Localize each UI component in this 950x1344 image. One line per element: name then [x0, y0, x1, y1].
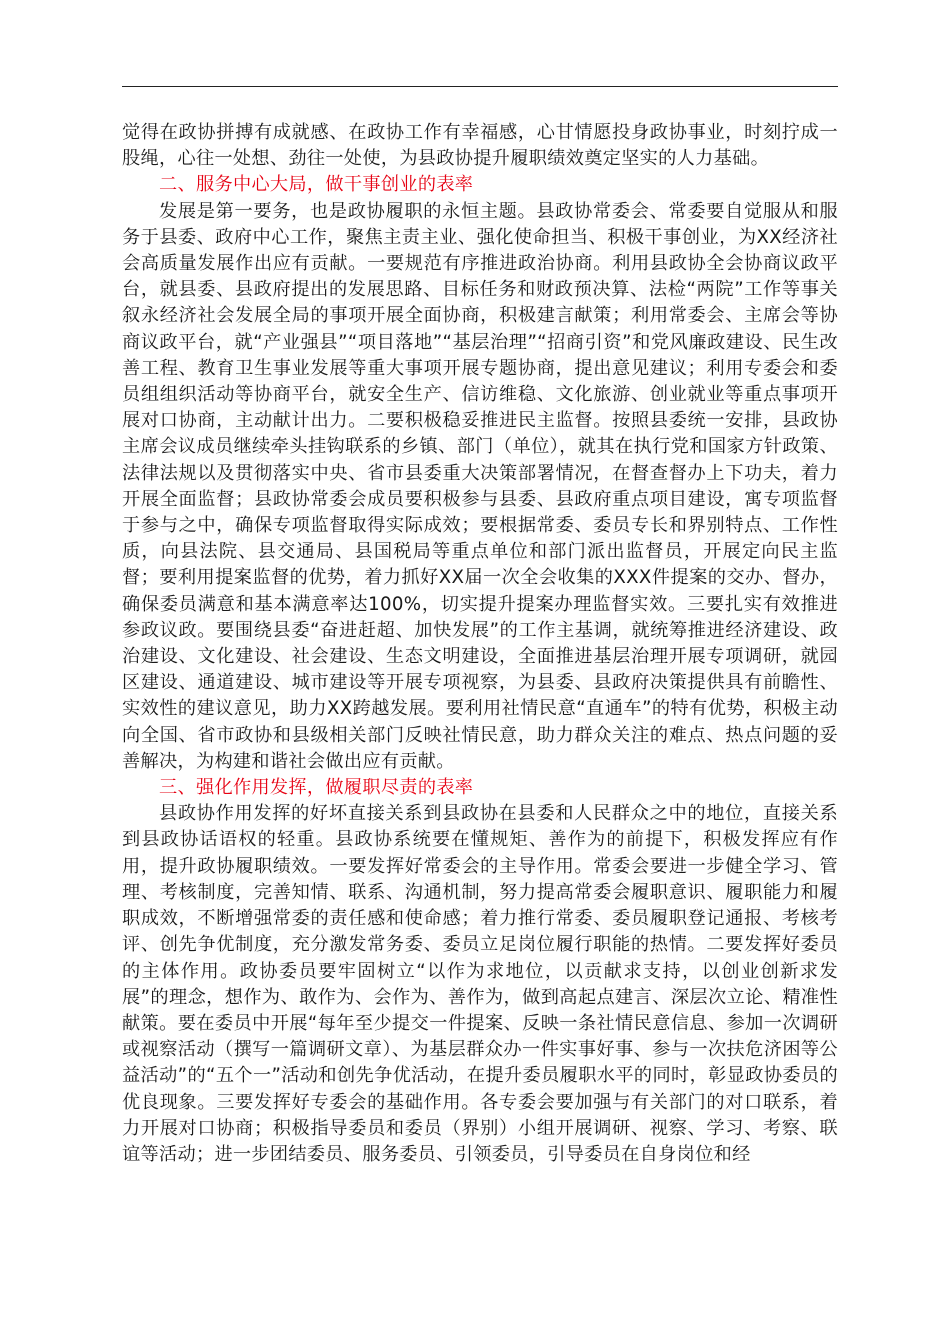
document-body: [122, 120, 838, 1168]
section-heading-2: 二、服务中心大局，做干事创业的表率: [159, 174, 474, 196]
header-rule: [122, 86, 838, 87]
paragraph-continuation: 觉得在政协拼搏有成就感、在政协工作有幸福感，心甘情愿投身政协事业，时刻拧成一股绳，心往一处想、劲往一处使，为县政协提升履职绩效奠定坚实的人力基础。: [122, 122, 838, 170]
paragraph-section-3: 县政协作用发挥的好坏直接关系到县政协在县委和人民群众之中的地位，直接关系到县政协话语权的轻重。县政协系统要在懂规矩、善作为的前提下，积极发挥应有作用，提升政协履职绩效。一要发挥好常委会的主导作用。常委会要进一步健全学习、管理、考核制度，完善知情、联系、沟通机制，努力提高常委会履职意识、履职能力和履职成效，不断增强常委的责任感和使命感；着力推行常委、委员履职登记通报、考核考评、创先争优制度，充分激发常务委、委员立足岗位履行职能的热情。二要发挥好委员的主体作用。政协委员要牢固树立“以作为求地位，以贡献求支持，以创业创新求发展”的理念，想作为、敢作为、会作为、善作为，做到高起点建言、深层次立论、精准性献策。要在委员中开展“每年至少提交一件提案、反映一条社情民意信息、参加一次调研或视察活动（撰写一篇调研文章）、为基层群众办一件实事好事、参与一次扶危济困等公益活动”的“五个一”活动和创先争优活动，在提升委员履职水平的同时，彰显政协委员的优良现象。三要发挥好专委会的基础作用。各专委会要加强与有关部门的对口联系，着力开展对口协商；积极指导委员和委员（界别）小组开展调研、视察、学习、考察、联谊等活动；进一步团结委员、服务委员、引领委员，引导委员在自身岗位和经: [122, 803, 838, 1165]
section-heading-3: 三、强化作用发挥，做履职尽责的表率: [159, 777, 474, 799]
paragraph-section-2: 发展是第一要务，也是政协履职的永恒主题。县政协常委会、常委要自觉服从和服务于县委、政府中心工作，聚焦主责主业、强化使命担当、积极干事创业，为XX经济社会高质量发展作出应有贡献。一要规范有序推进政治协商。利用县政协全会协商议政平台，就县委、县政府提出的发展思路、目标任务和财政预决算、法检“两院”工作等事关叙永经济社会发展全局的事项开展全面协商，积极建言献策；利用常委会、主席会等协商议政平台，就“产业强县”“项目落地”“基层治理”“招商引资”和党风廉政建设、民生改善工程、教育卫生事业发展等重大事项开展专题协商，提出意见建议；利用专委会和委员组组织活动等协商平台，就安全生产、信访维稳、文化旅游、创业就业等重点事项开展对口协商，主动献计出力。二要积极稳妥推进民主监督。按照县委统一安排，县政协主席会议成员继续牵头挂钩联系的乡镇、部门（单位），就其在执行党和国家方针政策、法律法规以及贯彻落实中央、省市县委重大决策部署情况，在督查督办上下功夫，着力开展全面监督；县政协常委会成员要积极参与县委、县政府重点项目建设，寓专项监督于参与之中，确保专项监督取得实际成效；要根据常委、委员专长和界别特点、工作性质，向县法院、县交通局、县国税局等重点单位和部门派出监督员，开展定向民主监督；要利用提案监督的优势，着力抓好XX届一次全会收集的XXX件提案的交办、督办，确保委员满意和基本满意率达100%，切实提升提案办理监督实效。三要扎实有效推进参政议政。要围绕县委“奋进赶超、加快发展”的工作主基调，就统筹推进经济建设、政治建设、文化建设、社会建设、生态文明建设，全面推进基层治理开展专项调研，就园区建设、通道建设、城市建设等开展专项视察，为县委、县政府决策提供具有前瞻性、实效性的建议意见，助力XX跨越发展。要利用社情民意“直通车”的特有优势，积极主动向全国、省市政协和县级相关部门反映社情民意，助力群众关注的难点、热点问题的妥善解决，为构建和谐社会做出应有贡献。: [122, 200, 838, 772]
